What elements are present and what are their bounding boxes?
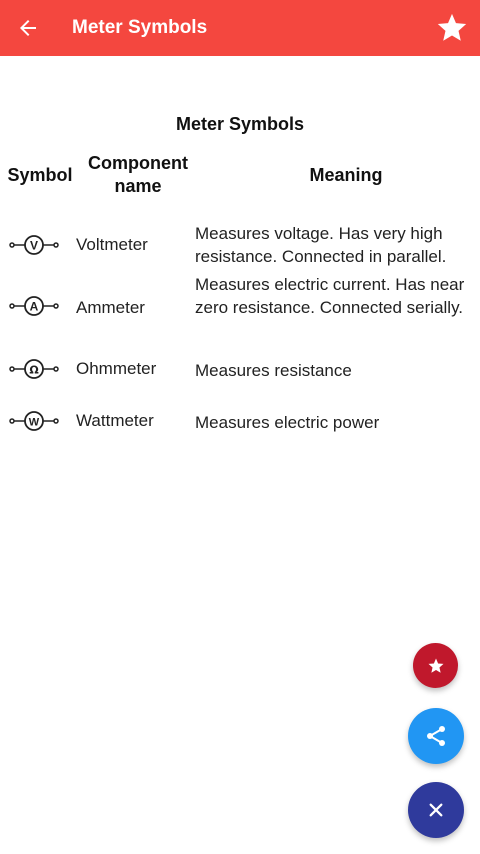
symbol-letter: A [29, 299, 39, 314]
app-toolbar [0, 0, 480, 56]
close-fab[interactable] [408, 782, 464, 838]
share-icon [424, 724, 448, 748]
table-row-ammeter [0, 273, 480, 343]
ohmmeter-symbol-icon [8, 356, 62, 382]
table-row-voltmeter [0, 222, 480, 270]
ammeter-symbol-icon [8, 293, 62, 319]
component-meaning: Measures voltage. Has very high resistance. Connected in parallel. [195, 224, 447, 266]
header-meaning: Meaning [309, 165, 383, 185]
symbol-letter: Ω [29, 363, 39, 377]
symbol-letter: W [28, 416, 40, 429]
table-title: Meter Symbols [175, 114, 305, 134]
wattmeter-symbol-icon [8, 408, 62, 434]
back-button[interactable] [14, 14, 42, 42]
header-component-name: Component name [88, 153, 188, 196]
component-name: Wattmeter [76, 411, 154, 430]
share-fab[interactable] [408, 708, 464, 764]
arrow-left-icon [16, 16, 40, 40]
star-icon [427, 657, 445, 675]
component-meaning: Measures electric power [195, 413, 380, 432]
table-row-wattmeter [0, 408, 480, 436]
component-name: Ohmmeter [76, 359, 157, 378]
voltmeter-symbol-icon [8, 232, 62, 258]
table-row-ohmmeter [0, 356, 480, 384]
component-meaning: Measures resistance [195, 361, 352, 380]
star-icon [435, 11, 469, 45]
symbol-letter: V [29, 238, 39, 253]
component-meaning: Measures electric current. Has near zero resistance. Connected serially. [195, 275, 465, 317]
component-name: Ammeter [76, 298, 145, 317]
toolbar-title: Meter Symbols [72, 17, 208, 38]
favorite-fab[interactable] [413, 643, 458, 688]
header-symbol: Symbol [7, 165, 73, 185]
component-name: Voltmeter [76, 235, 148, 254]
favorite-button[interactable] [434, 10, 470, 46]
close-icon [428, 802, 444, 818]
